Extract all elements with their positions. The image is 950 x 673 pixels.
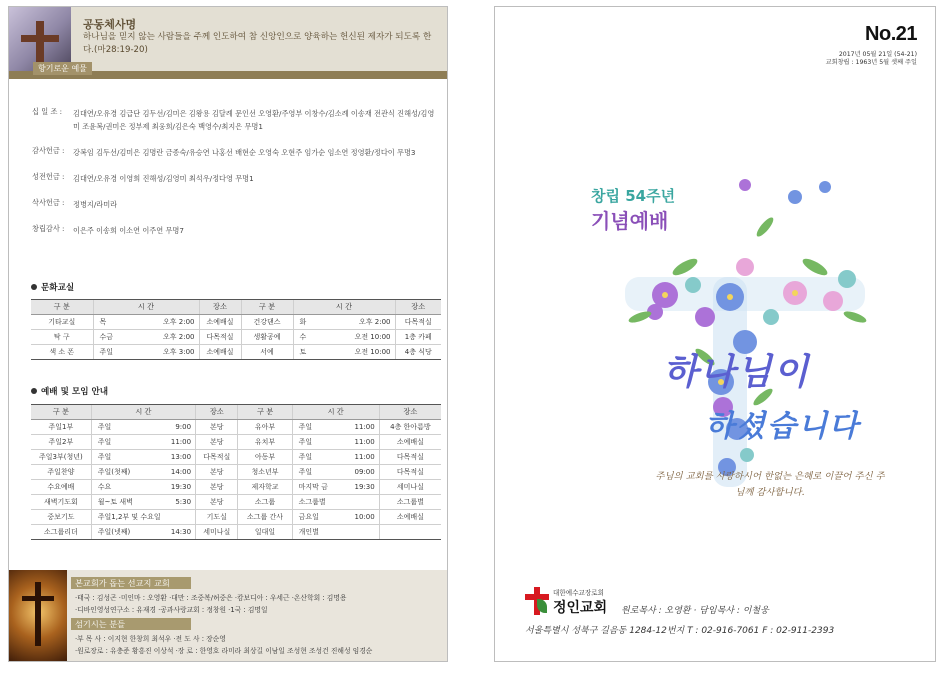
table-cell: 13:00: [161, 450, 196, 465]
staff-heading: 섬기시는 분들: [71, 618, 191, 630]
table-header: 구 분 시 간 장소 구 분 시 간 장소: [31, 405, 441, 420]
offering-names: 이은주 이송희 이소연 이주연 무명7: [73, 226, 184, 235]
table-row: [31, 435, 441, 450]
table-cell: 9:00: [161, 420, 196, 435]
table-cell: 마지막 금: [292, 480, 335, 495]
table-cell: 19:30: [161, 480, 196, 495]
table-row: [31, 465, 441, 480]
table-cell: 14:00: [161, 465, 196, 480]
mission-support-line: ·태국 : 김성곤 ·미인마 : 오영환 ·대만 : 조중복/허중은 ·캄보디아 : 우세근 ·온산학회 : 김명용: [75, 594, 347, 602]
table-cell: 주일1부: [31, 420, 91, 435]
table-cell: 주일(넷째): [91, 525, 160, 540]
issue-date: 2017년 05월 21일 (54-21): [838, 51, 917, 58]
table-cell: 오전 10:00: [333, 330, 395, 345]
table-cell: 화: [293, 315, 333, 330]
table-cell: 주일2부: [31, 435, 91, 450]
thanks-message: 주님의 교회를 사랑하시어 한없는 은혜로 이끌어 주신 주님께 감사합니다.: [655, 471, 885, 498]
offering-type: 감사헌금 :: [32, 146, 65, 155]
table-cell: 4층 식당: [395, 345, 441, 360]
table-cell: 10:00: [335, 510, 379, 525]
table-cell: 다목적실: [196, 450, 238, 465]
table-row: [31, 315, 441, 330]
church-logo-icon: [525, 587, 549, 615]
table-cell: 주일(첫째): [91, 465, 160, 480]
table-row: [31, 480, 441, 495]
table-cell: 중보기도: [31, 510, 91, 525]
calligraphy-line-1: 하나님이: [663, 351, 811, 393]
table-cell: 생활공예: [241, 330, 293, 345]
table-cell: 소예배실: [199, 345, 241, 360]
table-cell: 주일: [91, 420, 160, 435]
table-cell: 월~토 새벽: [91, 495, 160, 510]
table-cell: 본당: [196, 420, 238, 435]
table-cell: 11:00: [335, 435, 379, 450]
table-cell: 주일: [93, 345, 137, 360]
offering-type: 삭사헌금 :: [32, 198, 65, 207]
table-cell: 소그룹: [238, 495, 292, 510]
offering-row: [32, 172, 437, 185]
cross-photo: [9, 570, 67, 662]
table-cell: 수요예배: [31, 480, 91, 495]
table-cell: 11:00: [335, 450, 379, 465]
table-cell: 본당: [196, 480, 238, 495]
table-cell: 수요: [91, 480, 160, 495]
table-cell: 건강댄스: [241, 315, 293, 330]
table-cell: 세미나실: [379, 480, 441, 495]
worship-table: [31, 404, 441, 540]
table-cell: 1층 카페: [395, 330, 441, 345]
offering-label: 향기로운 예물: [33, 62, 92, 75]
table-cell: 오후 2:00: [137, 315, 199, 330]
mission-support-line: ·디바인영성연구소 : 유재경 ·공과사랑교회 : 정창원 ·1국 : 김명일: [75, 606, 268, 614]
left-page: [8, 6, 448, 662]
table-cell: 4층 한아름방: [379, 420, 441, 435]
mission-support-box: [9, 570, 448, 662]
table-cell: 유아부: [238, 420, 292, 435]
table-cell: 아동부: [238, 450, 292, 465]
table-cell: 금요일: [292, 510, 335, 525]
bullet-icon: [31, 284, 37, 290]
table-cell: [379, 525, 441, 540]
offering-row: [32, 224, 437, 237]
table-cell: [335, 525, 379, 540]
offering-row: [32, 146, 437, 159]
table-cell: 일대일: [238, 525, 292, 540]
table-row: [31, 345, 441, 360]
founded-date: 교회창립 : 1963년 5월 셋째 주일: [825, 59, 917, 66]
table-cell: 다목적실: [379, 450, 441, 465]
table-cell: 토: [293, 345, 333, 360]
offering-row: [32, 198, 437, 211]
table-cell: 세미나실: [196, 525, 238, 540]
calligraphy-line-2: 하셨습니다: [705, 409, 860, 444]
table-cell: 수: [293, 330, 333, 345]
table-cell: 본당: [196, 435, 238, 450]
table-cell: 기도실: [196, 510, 238, 525]
table-row: [31, 510, 441, 525]
table-cell: 오후 2:00: [333, 315, 395, 330]
table-cell: 11:00: [161, 435, 196, 450]
table-cell: 수금: [93, 330, 137, 345]
table-cell: 주일: [292, 435, 335, 450]
bullet-icon: [31, 388, 37, 394]
table-row: [31, 330, 441, 345]
offering-row: [32, 107, 437, 133]
table-cell: 09:00: [335, 465, 379, 480]
offering-list: [32, 107, 437, 250]
staff-line: ·부 목 사 : 이지현 한창희 최석우 ·전 도 사 : 장순영: [75, 635, 226, 643]
table-cell: 오후 3:00: [137, 345, 199, 360]
table-cell: 주일: [91, 435, 160, 450]
mission-support-heading: 본교회가 돕는 선교지 교회: [71, 577, 191, 589]
table-cell: 서예: [241, 345, 293, 360]
table-cell: 개인별: [292, 525, 335, 540]
table-cell: 14:30: [161, 525, 196, 540]
table-cell: 주일: [292, 465, 335, 480]
table-cell: 오전 10:00: [333, 345, 395, 360]
culture-table: [31, 299, 441, 360]
table-cell: [335, 495, 379, 510]
table-cell: 19:30: [335, 480, 379, 495]
mission-title: 공동체사명: [83, 18, 137, 31]
mission-text: 하나님을 믿지 않는 사람들을 주께 인도하여 참 신앙인으로 양육하는 헌신된 제자가 되도록 한다.(마28:19-20): [83, 32, 432, 55]
table-cell: 새벽기도회: [31, 495, 91, 510]
table-cell: 본당: [196, 465, 238, 480]
table-cell: 주일1,2부 및 수요일: [91, 510, 160, 525]
table-cell: 주일: [91, 450, 160, 465]
offering-names: 김대연/오유경 김급단 김두선/김미은 김왕용 김달례 문인선 오영환/주영부 이창수/김소례 이송재 전관식 진해성/김영미 조윤복/권미은 정부제 최웅희/김은숙 백영수/최지은 무명1: [73, 109, 435, 131]
offering-type: 십 일 조 :: [32, 107, 63, 116]
table-cell: 소그룹 간사: [238, 510, 292, 525]
table-cell: 5:30: [161, 495, 196, 510]
staff-line: ·원로장로 : 유충준 황흥진 이상석 ·장 로 : 한영호 라미라 최상길 이남일 조성현 조성건 진해성 임경순: [75, 647, 373, 655]
anniversary-line-2: 기념예배: [591, 209, 669, 233]
table-cell: 다목적실: [199, 330, 241, 345]
table-cell: 기타교실: [31, 315, 93, 330]
culture-title: 문화교실: [31, 281, 74, 293]
offering-names: 김대연/오유경 이영희 진해성/김영미 최석우/정다영 무명1: [73, 174, 254, 183]
table-cell: 소예배실: [379, 435, 441, 450]
pastors: 원로목사 : 오영환 · 담임목사 : 이철웅: [621, 606, 769, 616]
table-row: [31, 450, 441, 465]
right-page: [494, 6, 936, 662]
table-cell: 소그룹별: [379, 495, 441, 510]
denomination: 대한예수교장로회: [553, 589, 604, 597]
table-cell: 11:00: [335, 420, 379, 435]
table-cell: 색 소 폰: [31, 345, 93, 360]
table-cell: 소예배실: [379, 510, 441, 525]
table-cell: 주일: [292, 420, 335, 435]
anniversary-line-1: 창립 54주년: [591, 187, 676, 205]
offering-names: 정병지/라미라: [73, 200, 118, 209]
table-cell: 목: [93, 315, 137, 330]
table-row: [31, 420, 441, 435]
table-cell: 다목적실: [395, 315, 441, 330]
table-cell: 주일: [292, 450, 335, 465]
offering-type: 성전헌금 :: [32, 172, 65, 181]
table-cell: 주일3부(청년): [31, 450, 91, 465]
church-name: 정인교회: [553, 600, 608, 616]
table-cell: 탁 구: [31, 330, 93, 345]
table-row: [31, 525, 441, 540]
table-cell: 제자학교: [238, 480, 292, 495]
worship-title: 예배 및 모임 안내: [31, 385, 108, 397]
table-cell: 청소년부: [238, 465, 292, 480]
table-cell: 다목적실: [379, 465, 441, 480]
table-cell: [161, 510, 196, 525]
table-cell: 소그룹별: [292, 495, 335, 510]
table-cell: 소예배실: [199, 315, 241, 330]
issue-number: No.21: [865, 23, 917, 45]
table-cell: 본당: [196, 495, 238, 510]
offering-names: 강복임 김두선/김미은 김명란 금종숙/유승연 나홍선 배현순 오영숙 오현주 임가순 임소연 정영환/정다이 무명3: [73, 148, 416, 157]
table-header: 구 분 시 간 장소 구 분 시 간 장소: [31, 300, 441, 315]
table-row: [31, 495, 441, 510]
table-cell: 유치부: [238, 435, 292, 450]
table-cell: 오후 2:00: [137, 330, 199, 345]
church-address: 서울특별시 성북구 길음동 1284-12번지 T : 02-916-7061 F : 02-911-2393: [525, 626, 835, 636]
table-cell: 주일찬양: [31, 465, 91, 480]
table-cell: 소그룹리더: [31, 525, 91, 540]
offering-type: 창립감사 :: [32, 224, 65, 233]
